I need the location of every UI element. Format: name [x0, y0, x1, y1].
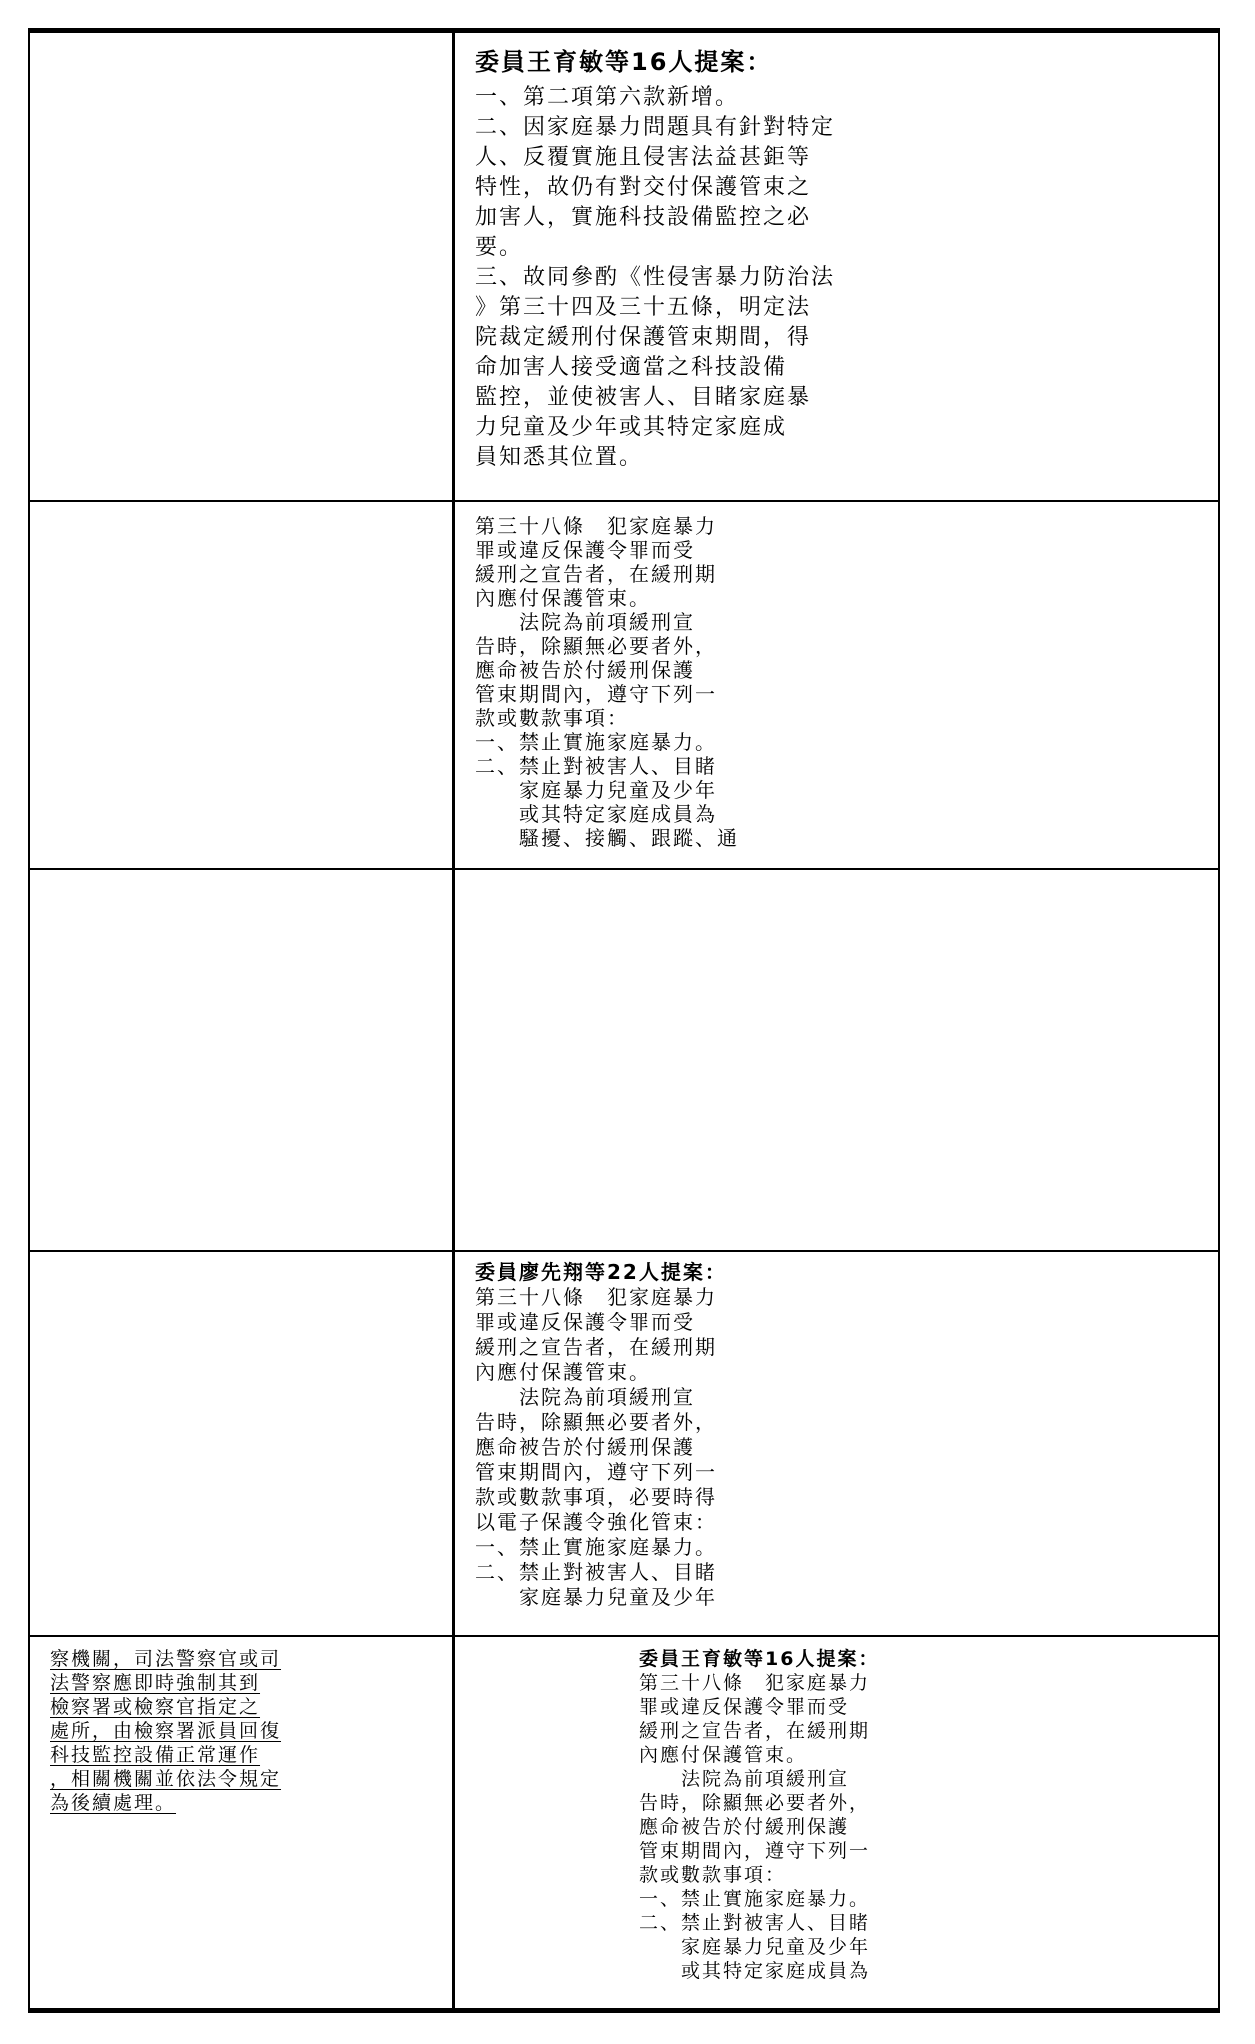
continuation-line: 檢察署或檢察官指定之: [50, 1696, 261, 1718]
wang-proposal-text: [50, 1647, 1198, 1983]
proposal-line: 第三十八條 犯家庭暴力: [639, 1672, 871, 1694]
explanation-line: 一、第二項第六款新增。: [475, 85, 740, 110]
continuation-line: 為後續處理。: [50, 1792, 177, 1814]
continuation-line: 法警察應即時強制其到: [50, 1672, 261, 1694]
proposal-line: 二、禁止對被害人、目睹: [639, 1912, 871, 1934]
article-line: 內應付保護管束。: [475, 586, 651, 610]
proposal-line: 應命被告於付緩刑保護: [639, 1816, 850, 1838]
proposal-line: 管束期間內，遵守下列一: [639, 1840, 871, 1862]
proposal-line: 告時，除顯無必要者外，: [475, 1410, 717, 1434]
explanation-line: 人、反覆實施且侵害法益甚鉅等: [475, 145, 812, 170]
explanation-line: 特性，故仍有對交付保護管束之: [475, 175, 812, 200]
explanation-line: 》第三十四及三十五條，明定法: [475, 295, 812, 320]
liao-proposal-text: [475, 1260, 1198, 1610]
continuation-text: [50, 1647, 609, 1983]
explanation-text: [475, 83, 1198, 473]
article-line: 應命被告於付緩刑保護: [475, 658, 695, 682]
explanation-line: 三、故同參酌《性侵害暴力防治法: [475, 265, 836, 290]
proposal-line: 罪或違反保護令罪而受: [475, 1310, 695, 1334]
bottom-border: [28, 2008, 1220, 2013]
proposal-line: 款或數款事項：: [639, 1864, 787, 1886]
proposal-line: 應命被告於付緩刑保護: [475, 1435, 695, 1459]
explanation-line: 二、因家庭暴力問題具有針對特定: [475, 115, 836, 140]
article-line: 管束期間內，遵守下列一: [475, 682, 717, 706]
proposal-line: 或其特定家庭成員為: [639, 1960, 871, 1982]
proposal-line: 以電子保護令強化管束：: [475, 1510, 717, 1534]
article-line: 告時，除顯無必要者外，: [475, 634, 717, 658]
continuation-line: 察機關，司法警察官或司: [50, 1648, 282, 1670]
continuation-line: 科技監控設備正常運作: [50, 1744, 261, 1766]
cell-liao-proposal: [455, 1252, 1218, 1635]
proposal-line: 二、禁止對被害人、目睹: [475, 1560, 717, 1584]
proposal-line: 告時，除顯無必要者外，: [639, 1792, 871, 1814]
explanation-line: 要。: [475, 235, 524, 260]
explanation-line: 命加害人接受適當之科技設備: [475, 355, 788, 380]
proposal-line: 家庭暴力兒童及少年: [639, 1936, 871, 1958]
article-line: 第三十八條 犯家庭暴力: [475, 514, 717, 538]
proposal-heading: 委員廖先翔等22人提案：: [475, 1260, 727, 1284]
continuation-line: 處所，由檢察署派員回復: [50, 1720, 282, 1742]
article-line: 款或數款事項：: [475, 706, 629, 730]
explanation-line: 院裁定緩刑付保護管束期間，得: [475, 325, 812, 350]
proposal-line: 款或數款事項，必要時得: [475, 1485, 717, 1509]
article-line: 法院為前項緩刑宣: [475, 610, 695, 634]
proposal-line: 家庭暴力兒童及少年: [475, 1585, 717, 1609]
proposal-line: 管束期間內，遵守下列一: [475, 1460, 717, 1484]
article-line: 騷擾、接觸、跟蹤、通: [475, 826, 739, 850]
proposal-line: 法院為前項緩刑宣: [639, 1768, 850, 1790]
article-line: 或其特定家庭成員為: [475, 802, 717, 826]
article-line: 家庭暴力兒童及少年: [475, 778, 717, 802]
explanation-line: 監控，並使被害人、目睹家庭暴: [475, 385, 812, 410]
article-text: [475, 514, 1198, 850]
article-line: 一、禁止實施家庭暴力。: [475, 730, 717, 754]
article-line: 緩刑之宣告者，在緩刑期: [475, 562, 717, 586]
proposal-line: 一、禁止實施家庭暴力。: [475, 1535, 717, 1559]
cell-wang-proposal: [30, 1637, 1218, 2008]
explanation-line: 加害人，實施科技設備監控之必: [475, 205, 812, 230]
proposal-line: 第三十八條 犯家庭暴力: [475, 1285, 717, 1309]
proposal-line: 罪或違反保護令罪而受: [639, 1696, 850, 1718]
article-line: 二、禁止對被害人、目睹: [475, 754, 717, 778]
continuation-line: ，相關機關並依法令規定: [50, 1768, 282, 1790]
proposal-heading: 委員王育敏等16人提案：: [475, 48, 773, 76]
proposal-line: 內應付保護管束。: [475, 1360, 651, 1384]
proposal-line: 內應付保護管束。: [639, 1744, 808, 1766]
cell-committee-proposal-explanation: [455, 33, 1218, 500]
proposal-line: 緩刑之宣告者，在緩刑期: [639, 1720, 871, 1742]
right-border: [1218, 33, 1220, 2008]
wang-proposal-block: [639, 1647, 1198, 1983]
explanation-line: 員知悉其位置。: [475, 445, 644, 470]
proposal-line: 緩刑之宣告者，在緩刑期: [475, 1335, 717, 1359]
proposal-line: 法院為前項緩刑宣: [475, 1385, 695, 1409]
explanation-line: 力兒童及少年或其特定家庭成: [475, 415, 788, 440]
proposal-line: 一、禁止實施家庭暴力。: [639, 1888, 871, 1910]
article-line: 罪或違反保護令罪而受: [475, 538, 695, 562]
cell-empty: [455, 870, 1218, 1250]
proposal-heading: 委員王育敏等16人提案：: [639, 1648, 880, 1670]
cell-article-38-text: [455, 502, 1218, 868]
